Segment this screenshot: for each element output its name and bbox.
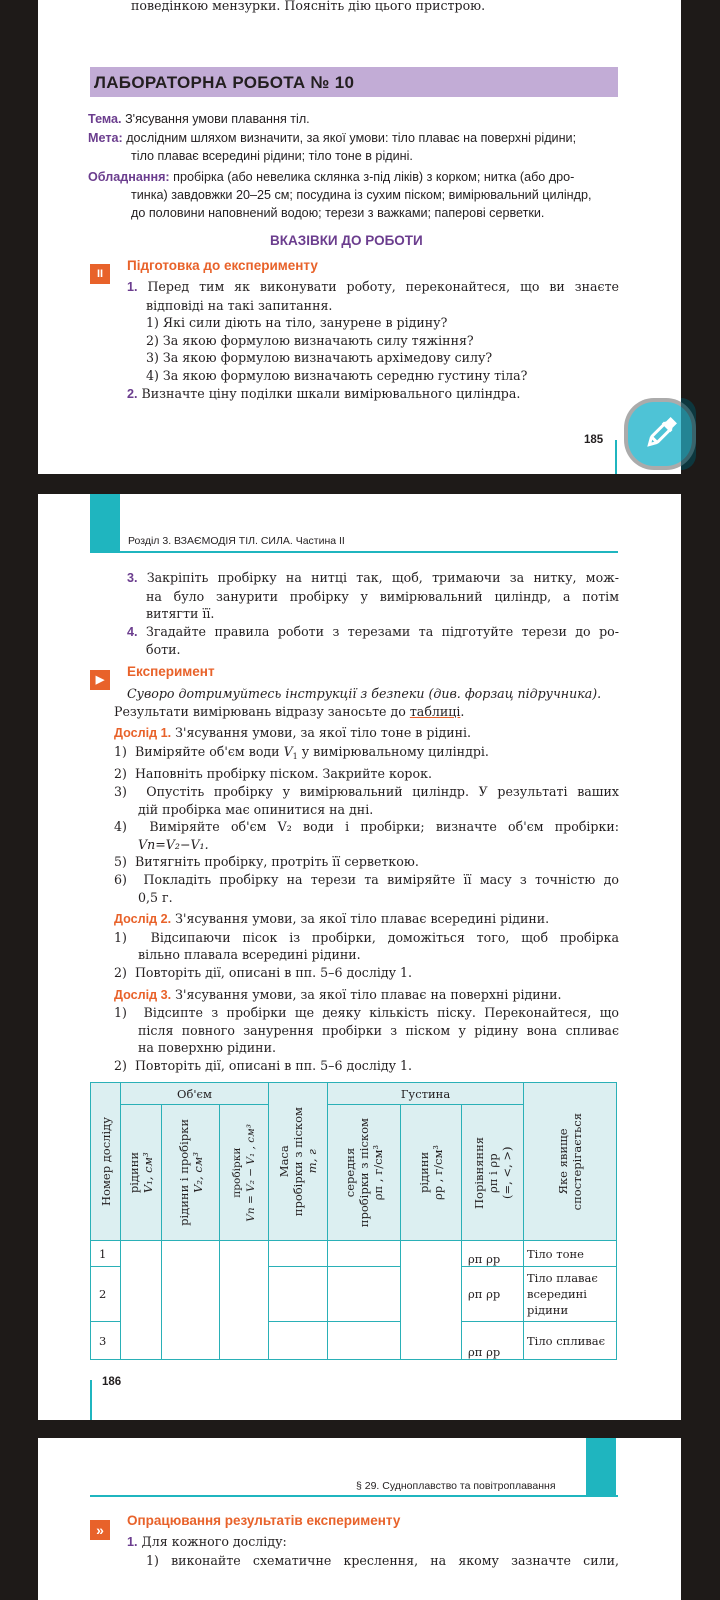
col-rho-p-header: [328, 1105, 401, 1241]
header-text: ρп і ρр: [485, 1152, 500, 1193]
row-number: 1: [91, 1241, 121, 1267]
header-text: V₁, см³: [141, 1152, 155, 1193]
cell-rho-p[interactable]: [328, 1322, 401, 1360]
item3-line3: витягти її.: [146, 606, 215, 622]
header-rule: [90, 551, 618, 553]
step-num: 3): [114, 783, 127, 799]
question: 3) За якою формулою визначають архімедову силу?: [146, 350, 493, 366]
lab-info: [88, 110, 628, 222]
row-number: 3: [91, 1322, 121, 1360]
item3-line2: на було занурити пробірку у вимірювальний циліндр, а потім: [146, 588, 619, 604]
cell-phenomenon: Тіло спливає: [524, 1322, 617, 1360]
step-text: вільно плавала всередині рідини.: [138, 947, 361, 963]
item1-text: Для кожного досліду:: [141, 1534, 287, 1549]
processing-icon: »: [90, 1520, 110, 1540]
step-num: 4): [114, 819, 127, 835]
goal-label: Мета:: [88, 131, 123, 145]
cell-v2[interactable]: [162, 1241, 220, 1360]
processing-title: Опрацювання результатів експерименту: [127, 1513, 401, 1528]
step-num: 1): [114, 929, 127, 945]
step-text: після повного занурення пробірки з піском у рідину вона спливає: [138, 1022, 619, 1038]
exp1-text: З'ясування умови, за якої тіло тоне в рідині.: [175, 725, 472, 741]
cell-compare[interactable]: ρп ρр: [462, 1267, 524, 1322]
header-text: рідини і пробірки: [176, 1119, 191, 1226]
step-text: Повторіть дії, описані в пп. 5–6 досліду 1.: [134, 1057, 413, 1073]
item-number: 3.: [127, 571, 138, 585]
page-number-rule: [615, 440, 617, 474]
header-text: спостерігається: [570, 1112, 584, 1211]
cell-compare[interactable]: ρп ρр: [462, 1322, 524, 1360]
goal-line1: дослідним шляхом визначити, за якої умови: тіло плаває на поверхні рідини;: [126, 131, 577, 145]
topic-text: З'ясування умови плавання тіл.: [125, 112, 310, 126]
experiment-body: [114, 685, 619, 1074]
step-text: Повторіть дії, описані в пп. 5–6 досліду 1.: [134, 964, 413, 980]
step-num: 1): [114, 1005, 127, 1021]
instructions-heading: ВКАЗІВКИ ДО РОБОТИ: [270, 233, 423, 248]
cell-v1[interactable]: [121, 1241, 162, 1360]
question: 2) За якою формулою визначають силу тяжіння?: [146, 332, 474, 348]
step-text: Покладіть пробірку на терези та виміряйте її масу з точністю до: [143, 871, 619, 887]
step-text: у вимірювальному циліндрі.: [297, 743, 489, 759]
header-text: V₂, см³: [190, 1152, 205, 1193]
var-sub: 1: [292, 751, 298, 761]
col-compare-header: [462, 1105, 524, 1241]
running-header: Розділ 3. ВЗАЄМОДІЯ ТІЛ. СИЛА. Частина II: [128, 535, 345, 547]
item1-line2: відповіді на такі запитання.: [146, 297, 333, 313]
goal-line2: тіло плаває всередині рідини; тіло тоне в рідині.: [131, 149, 413, 163]
step-text: Виміряйте об'єм води: [134, 743, 284, 759]
col-v1-header: [121, 1105, 162, 1241]
step-text: Відсипте з пробірки ще деяку кількість піску. Переконайтеся, що: [143, 1005, 619, 1021]
step-text: Наповніть пробірку піском. Закрийте корок.: [134, 766, 432, 782]
cell-mass[interactable]: [269, 1241, 328, 1267]
chapter-tab: [586, 1438, 616, 1495]
edit-button-shadow: [681, 398, 696, 470]
question: 1) Які сили діють на тіло, занурене в рідину?: [146, 315, 448, 331]
preparation-list: [127, 278, 619, 403]
exp2-label: Дослід 2.: [114, 912, 172, 927]
group-density: Густина: [328, 1083, 524, 1105]
page-number-rule: [90, 1380, 92, 1420]
header-text: Маса: [277, 1145, 291, 1178]
page-number: 186: [102, 1376, 122, 1388]
header-rule: [90, 1495, 618, 1497]
chapter-tab: [90, 494, 120, 551]
question: 4) За якою формулою визначають середню густину тіла?: [146, 367, 528, 383]
col-v2-header: [162, 1105, 220, 1241]
page-number: 185: [584, 434, 604, 446]
col-rho-l-header: [401, 1105, 462, 1241]
experiment-title: Експеримент: [127, 664, 215, 679]
table-row: [91, 1241, 617, 1267]
header-text: m, г: [305, 1149, 319, 1174]
header-text: ρп , г/см³: [371, 1144, 385, 1201]
step-text: на поверхню рідини.: [138, 1040, 276, 1056]
header-text: середня: [343, 1147, 357, 1198]
var-v: V: [283, 743, 293, 759]
cell-rho-p[interactable]: [328, 1241, 401, 1267]
exp2-text: З'ясування умови, за якої тіло плаває всередині рідини.: [175, 911, 550, 927]
carryover-text: поведінкою мензурки. Поясніть дію цього пристрою.: [131, 0, 486, 13]
item1-sub1: 1) виконайте схематичне креслення, на якому зазначте сили,: [146, 1552, 619, 1568]
exp1-label: Дослід 1.: [114, 726, 172, 741]
cell-rho-l[interactable]: [401, 1241, 462, 1360]
step-text: Витягніть пробірку, протріть її серветкою.: [134, 854, 419, 870]
item1-line1: Перед тим як виконувати роботу, переконайтеся, що ви знаєте: [147, 279, 619, 294]
equipment-line1: пробірка (або невелика склянка з-під ліків) з корком; нитка (або дро-: [173, 170, 575, 184]
experiment-icon: ▶: [90, 670, 110, 690]
cell-mass[interactable]: [269, 1322, 328, 1360]
header-text: (=, <, >): [499, 1146, 514, 1199]
header-text: ρр , г/см³: [431, 1145, 445, 1200]
header-text: пробірки: [231, 1147, 243, 1198]
col-number-header: [91, 1083, 121, 1241]
cell-phenomenon: Тіло плаває всередині рідини: [524, 1267, 617, 1322]
results-table: [90, 1082, 617, 1360]
header-text: пробірки з піском: [357, 1117, 371, 1228]
item2-text: Визначте ціну поділки шкали вимірювального циліндра.: [141, 385, 521, 401]
row-number: 2: [91, 1267, 121, 1322]
equipment-label: Обладнання:: [88, 170, 170, 184]
exp3-label: Дослід 3.: [114, 987, 172, 1002]
col-vp-header: [220, 1105, 269, 1241]
header-text: Яке явище: [556, 1128, 570, 1195]
step-text: дій пробірка має опинитися на дні.: [138, 801, 374, 817]
step-num: 6): [114, 871, 127, 887]
topic-label: Тема.: [88, 112, 122, 126]
step-text: 0,5 г.: [138, 889, 173, 905]
item3-line1: Закріпіть пробірку на нитці так, щоб, тримаючи за нитку, мож-: [146, 570, 619, 585]
processing-list: [127, 1533, 619, 1569]
header-text: рідини: [127, 1151, 141, 1194]
page-185: [38, 0, 681, 474]
results-line: Результати вимірювань відразу заносьте до: [114, 703, 410, 719]
item-number: 1.: [127, 280, 138, 294]
exp3-text: З'ясування умови, за якої тіло плаває на поверхні рідини.: [175, 986, 562, 1002]
lab-title: ЛАБОРАТОРНА РОБОТА № 10: [94, 73, 355, 92]
preparation-icon: II: [90, 264, 110, 284]
item-number: 1.: [127, 1535, 138, 1549]
volume-formula: Vп=V₂−V₁.: [138, 836, 209, 852]
group-volume: Об'єм: [121, 1083, 269, 1105]
col-mass-header: [269, 1083, 328, 1241]
cell-rho-p[interactable]: [328, 1267, 401, 1322]
cell-mass[interactable]: [269, 1267, 328, 1322]
step-text: Опустіть пробірку у вимірювальний циліндр. У результаті ваших: [146, 783, 619, 799]
header-text: пробірки з піском: [291, 1106, 305, 1217]
cell-compare[interactable]: ρп ρр: [462, 1241, 524, 1267]
col-phenomenon-header: [524, 1083, 617, 1241]
header-text: рідини: [417, 1151, 431, 1194]
step-num: 2): [114, 964, 127, 980]
item4-line1: Згадайте правила роботи з терезами та підготуйте терези до ро-: [145, 623, 619, 639]
item4-line2: боти.: [146, 642, 181, 658]
step-num: 5): [114, 854, 127, 870]
header-text: Порівняння: [471, 1136, 486, 1209]
equipment-line3: до половини наповнений водою; терези з важками; паперові серветки.: [131, 206, 545, 220]
lab-title-banner: [90, 67, 618, 97]
cell-vp[interactable]: [220, 1241, 269, 1360]
step-num: 1): [114, 743, 127, 759]
preparation-title: Підготовка до експерименту: [127, 258, 318, 273]
page-187: [38, 1438, 681, 1600]
results-line-end: .: [460, 703, 465, 719]
page-186: [38, 494, 681, 1420]
cell-phenomenon: Тіло тоне: [524, 1241, 617, 1267]
table-link[interactable]: таблиці: [409, 703, 461, 719]
step-text: Відсипаючи пісок із пробірки, доможіться того, щоб пробірка: [150, 929, 619, 945]
running-header: § 29. Судноплавство та повітроплавання: [356, 1480, 556, 1492]
header-text: Vп = V₂ − V₁ , см³: [245, 1123, 257, 1222]
item-number: 4.: [127, 624, 138, 639]
header-text: Номер досліду: [98, 1117, 113, 1206]
step-text: Виміряйте об'єм V₂ води і пробірки; визначте об'єм пробірки:: [149, 819, 619, 835]
step-num: 2): [114, 766, 127, 782]
safety-line: Суворо дотримуйтесь інструкції з безпеки (див. форзац підручника).: [127, 686, 602, 701]
preparation-list-cont: [127, 569, 619, 659]
step-num: 2): [114, 1057, 127, 1073]
equipment-line2: тинка) завдовжки 20–25 см; посудина із сухим піском; вимірювальний циліндр,: [131, 188, 592, 202]
item-number: 2.: [127, 386, 138, 401]
